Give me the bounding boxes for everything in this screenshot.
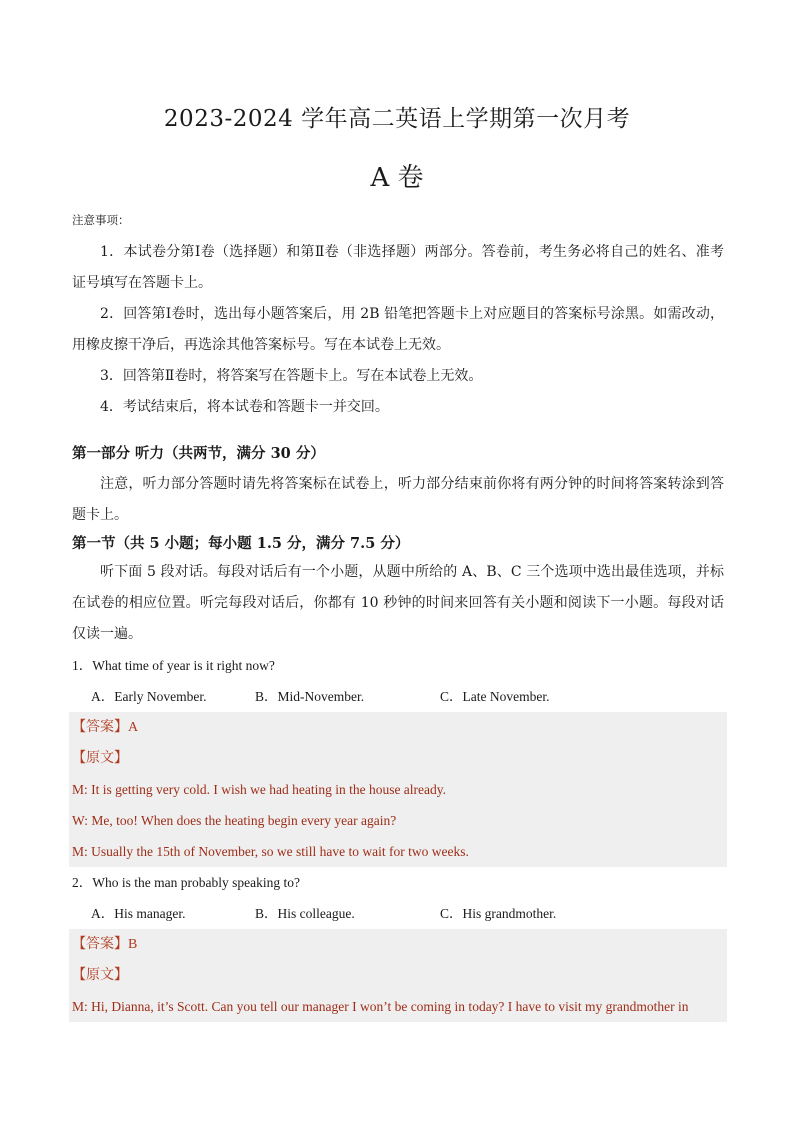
notice-item-1: 1．本试卷分第Ⅰ卷（选择题）和第Ⅱ卷（非选择题）两部分。答卷前，考生务必将自己的姓名、准考证号填写在答题卡上。 [72, 244, 724, 291]
question-options [72, 898, 724, 929]
answer-value: A [128, 720, 139, 735]
option-b: B．Mid-November. [255, 689, 365, 704]
transcript-label: 【原文】 [72, 967, 128, 983]
exam-title: 2023-2024 学年高二英语上学期第一次月考 [163, 106, 631, 132]
option-c: C．Late November. [440, 689, 550, 704]
part1-instruction: 注意，听力部分答题时请先将答案标在试卷上，听力部分结束前你将有两分钟的时间将答案转涂到答题卡上。 [72, 476, 724, 523]
option-a: A．His manager. [91, 906, 186, 921]
transcript-label: 【原文】 [72, 750, 128, 766]
answer-value: B [128, 937, 138, 952]
question-stem: 2．Who is the man probably speaking to? [72, 875, 300, 890]
answer-label: 【答案】 [72, 936, 128, 952]
notice-heading: 注意事项： [72, 213, 130, 227]
question-2 [72, 867, 724, 1022]
exam-content [72, 212, 724, 1022]
notice-item-4: 4．考试结束后，将本试卷和答题卡一并交回。 [100, 399, 389, 415]
transcript-line: M: It is getting very cold. I wish we had heating in the house already. [72, 782, 447, 797]
option-c: C．His grandmother. [440, 906, 557, 921]
transcript-line: W: Me, too! When does the heating begin every year again? [72, 813, 397, 828]
transcript-line: M: Hi, Dianna, it’s Scott. Can you tell our manager I won’t be coming in today? I have to visit my grandmother in [72, 999, 689, 1014]
section1-heading: 第一节（共 5 小题；每小题 1.5 分，满分 7.5 分） [72, 535, 410, 552]
answer-label: 【答案】 [72, 719, 128, 735]
answer-line [72, 929, 727, 960]
answer-block [69, 929, 727, 1022]
option-a: A．Early November. [91, 689, 207, 704]
notice-item-3: 3．回答第Ⅱ卷时，将答案写在答题卡上。写在本试卷上无效。 [100, 368, 483, 384]
option-b: B．His colleague. [255, 906, 355, 921]
part1-heading: 第一部分 听力（共两节，满分 30 分） [72, 445, 325, 462]
section1-instruction: 听下面 5 段对话。每段对话后有一个小题，从题中所给的 A、B、C 三个选项中选出最佳选项，并标在试卷的相应位置。听完每段对话后，你都有 10 秒钟的时间来回答有关小题和阅读下一小题。每段对话仅读一遍。 [72, 564, 724, 642]
answer-block [69, 712, 727, 867]
exam-subtitle: A 卷 [370, 163, 424, 193]
question-1 [72, 650, 724, 867]
transcript-line: M: Usually the 15th of November, so we still have to wait for two weeks. [72, 844, 469, 859]
question-options [72, 681, 724, 712]
notice-item-2: 2．回答第Ⅰ卷时，选出每小题答案后，用 2B 铅笔把答题卡上对应题目的答案标号涂黑。如需改动，用橡皮擦干净后，再选涂其他答案标号。写在本试卷上无效。 [72, 306, 724, 353]
answer-line [72, 712, 727, 743]
question-stem: 1．What time of year is it right now? [72, 658, 275, 673]
